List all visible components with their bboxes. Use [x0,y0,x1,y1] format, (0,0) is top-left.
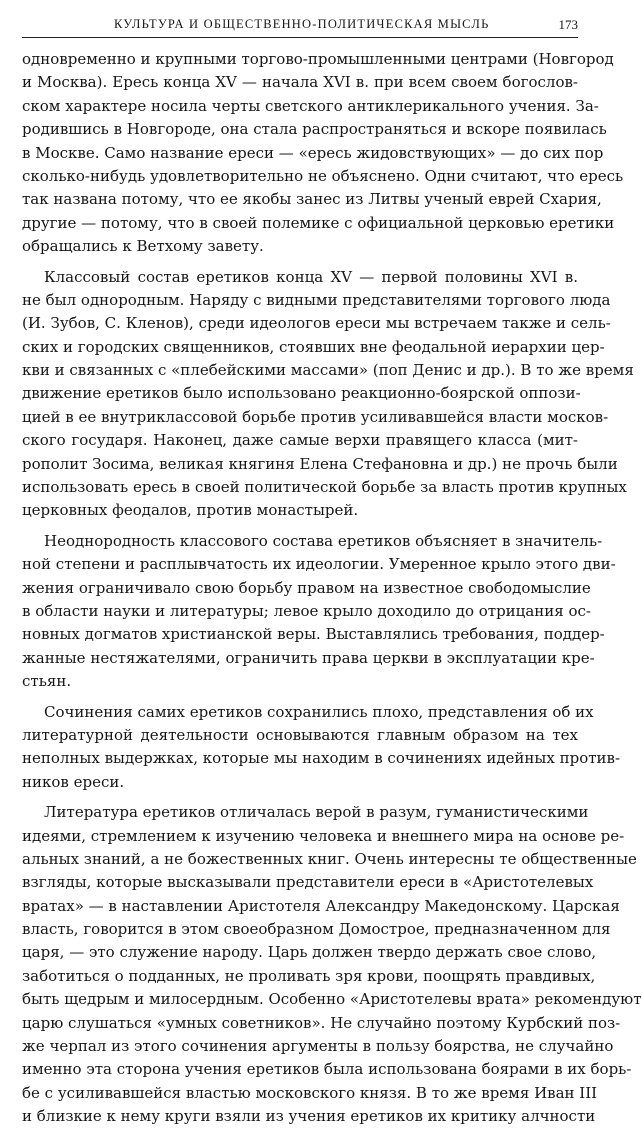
text-line: литературной деятельности основываются главным образом на тех [22,725,578,744]
body-text [22,48,642,1136]
text-line: вратах» — в наставлении Аристотеля Александру Македонскому. Царская [22,896,620,915]
page-number: 173 [558,16,578,32]
text-line: идеями, стремлением к изучению человека и внешнего мира на основе ре- [22,826,625,845]
text-line: использовать ересь в своей политической борьбе за власть против крупных [22,478,627,497]
text-line: ников ереси. [22,772,125,791]
text-line: жения ограничивало свою борьбу правом на известное свободомыслие [22,578,591,597]
text-line: царю слушаться «умных советников». Не случайно поэтому Курбский поз- [22,1013,621,1032]
text-line: альных знаний, а не божественных книг. Очень интересны те общественные [22,849,637,868]
text-line: в Москве. Само название ереси — «ересь жидовствующих» — до сих пор [22,143,604,162]
paragraph [22,701,621,795]
text-line: ском характере носила черты светского антиклерикального учения. За- [22,96,599,115]
text-line: ских и городских священников, стоявших вне феодальной иерархии цер- [22,337,605,356]
text-line: цией в ее внутриклассовой борьбе против усиливавшейся власти москов- [22,407,609,426]
running-title: КУЛЬТУРА И ОБЩЕСТВЕННО-ПОЛИТИЧЕСКАЯ МЫСЛЬ [114,17,490,31]
text-line: Неоднородность классового состава еретиков объясняет в значитель- [44,531,603,550]
paragraph [22,801,642,1128]
text-line: другие — потому, что в своей полемике с официальной церковью еретики [22,213,615,232]
text-line: же черпал из этого сочинения аргументы в пользу боярства, не случайно [22,1037,614,1056]
text-line: одновременно и крупными торгово-промышленными центрами (Новгород [22,50,614,68]
text-line: не был однородным. Наряду с видными представителями торгового люда [22,290,611,309]
text-line: рополит Зосима, великая княгиня Елена Стефановна и др.) не прочь были [22,454,618,473]
text-line: новных догматов христианской веры. Выставлялись требования, поддер- [22,625,605,644]
text-line: быть щедрым и милосердным. Особенно «Аристотелевы врата» рекомендуют [22,990,642,1009]
paragraph [22,266,634,523]
text-line: Классовый состав еретиков конца XV — первой половины XVI в. [44,267,578,286]
paragraph [22,530,616,694]
text-line: Сочинения самих еретиков сохранились плохо, представления об их [44,702,594,721]
text-line: ского государя. Наконец, даже самые верхи правящего класса (мит- [22,431,578,450]
text-line: сколько-нибудь удовлетворительно не объяснено. Одни считают, что ересь [22,166,624,185]
text-line: стьян. [22,672,72,691]
page-header [22,12,578,38]
text-line: неполных выдержках, которые мы находим в сочинениях идейных против- [22,749,621,768]
paragraph [22,48,624,259]
text-line: в области науки и литературы; левое крыло доходило до отрицания ос- [22,601,591,620]
text-line: так названа потому, что ее якобы занес из Литвы ученый еврей Схария, [22,190,602,209]
text-line: ной степени и расплывчатость их идеологии. Умеренное крыло этого дви- [22,555,616,574]
text-line: и близкие к нему круги взяли из учения еретиков их критику алчности [22,1107,596,1126]
text-line: и Москва). Ересь конца XV — начала XVI в. при всем своем богослов- [22,73,578,92]
text-line: кви и связанных с «плебейскими массами» (поп Денис и др.). В то же время [22,361,634,380]
text-line: церковных феодалов, против монастырей. [22,501,359,520]
text-line: родившись в Новгороде, она стала распространяться и вскоре появилась [22,120,607,139]
text-line: царя, — это служение народу. Царь должен твердо держать свое слово, [22,943,597,962]
text-line: заботиться о подданных, не проливать зря крови, поощрять правдивых, [22,966,596,985]
text-line: власть, говорится в этом своеобразном Домострое, предназначенном для [22,920,611,939]
text-line: обращались к Ветхому завету. [22,237,264,256]
text-line: взгляды, которые высказывали представители ереси в «Аристотелевых [22,873,594,892]
text-line: движение еретиков было использовано реакционно-боярской оппози- [22,384,581,403]
text-line: жанные нестяжателями, ограничить права церкви в эксплуатации кре- [22,648,595,667]
text-line: именно эта сторона учения еретиков была использована боярами в их борь- [22,1060,632,1079]
text-line: Литература еретиков отличалась верой в разум, гуманистическими [44,803,589,822]
text-line: бе с усиливавшейся властью московского князя. В то же время Иван III [22,1083,598,1102]
text-line: (И. Зубов, С. Кленов), среди идеологов ереси мы встречаем также и сель- [22,314,611,333]
